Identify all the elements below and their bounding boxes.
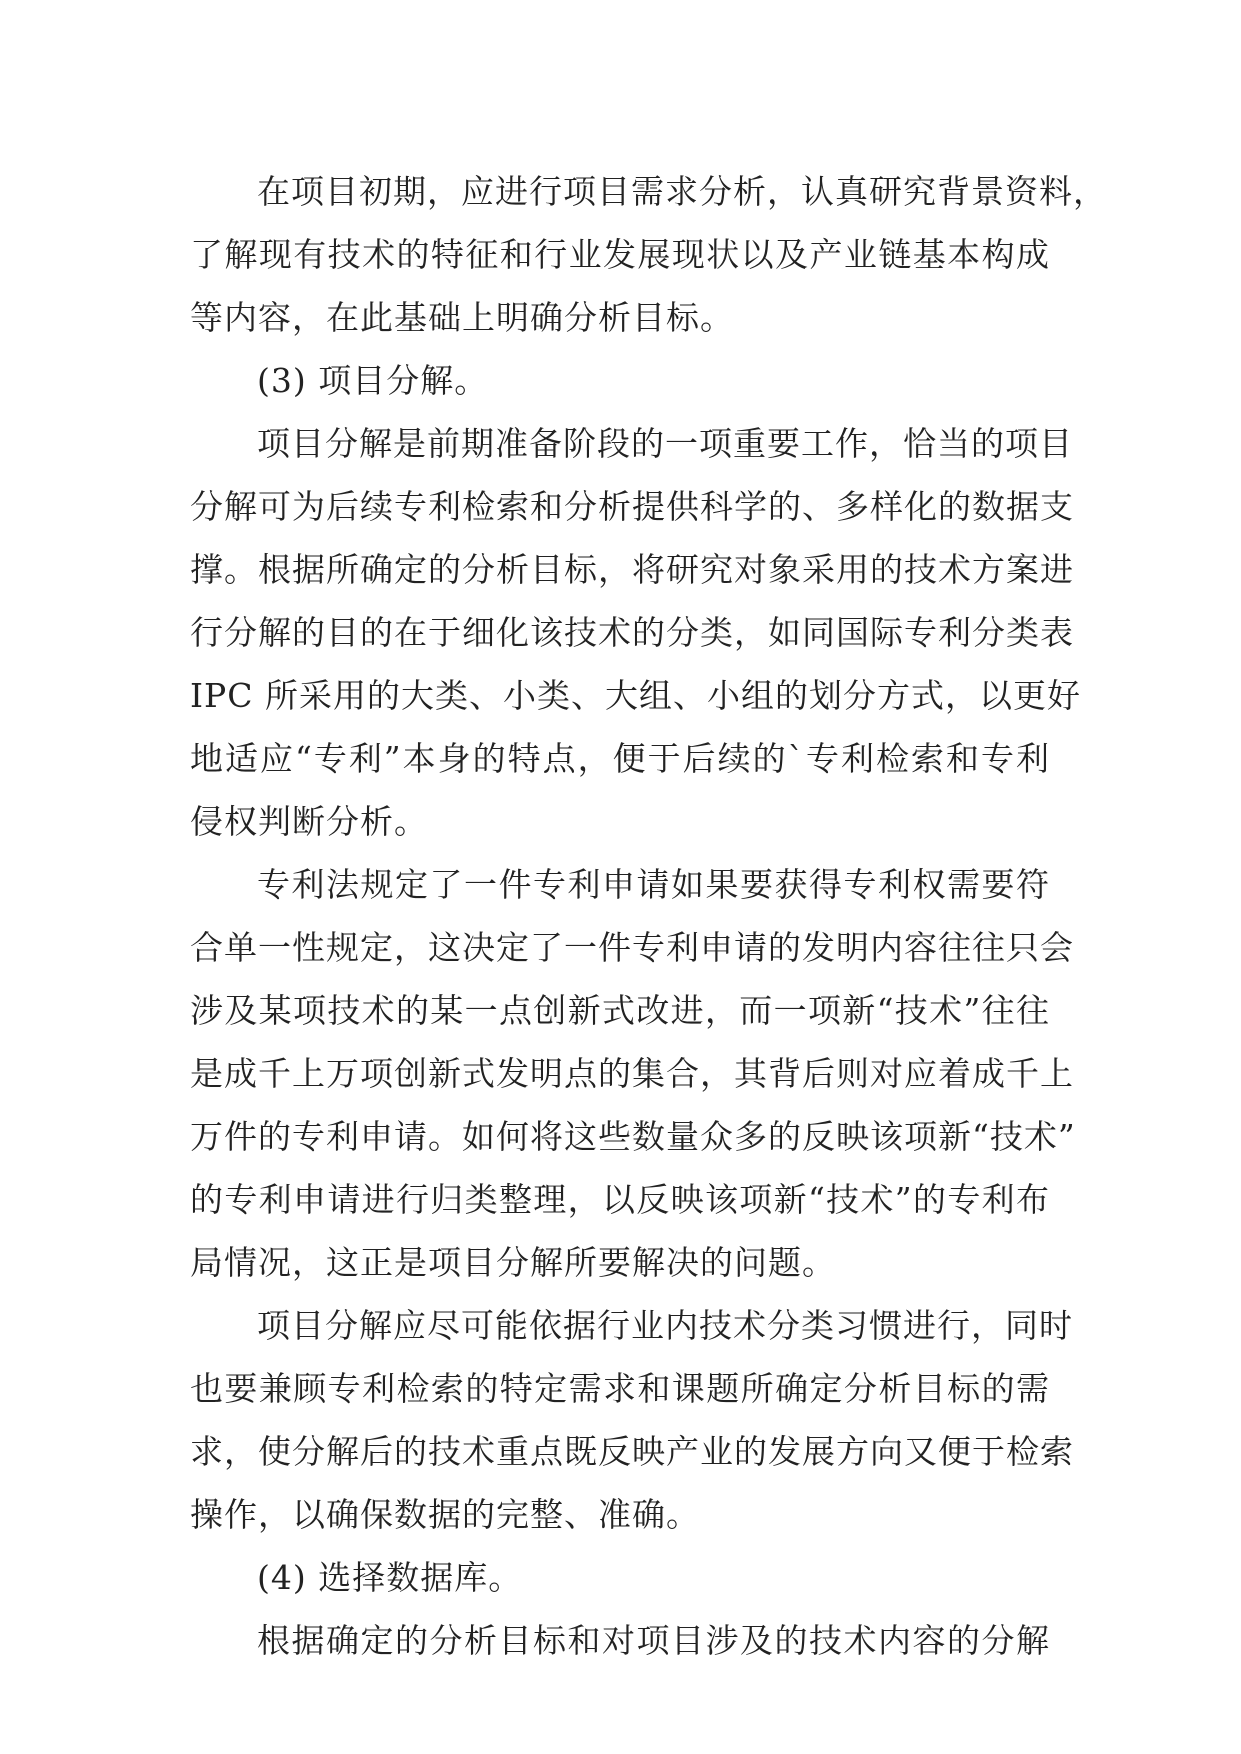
paragraph: [190, 1609, 1050, 1672]
paragraph: [190, 853, 1076, 1294]
text-line: 项目分解是前期准备阶段的一项重要工作，恰当的项目: [257, 424, 1073, 463]
text-line: 万件的专利申请。如何将这些数量众多的反映该项新“技术”: [190, 1117, 1076, 1156]
paragraph: [190, 1294, 1074, 1546]
text-line: 在项目初期，应进行项目需求分析，认真研究背景资料，: [257, 172, 1107, 211]
text-line: 等内容，在此基础上明确分析目标。: [190, 298, 734, 337]
paragraph: [190, 412, 1081, 853]
text-line: 专利法规定了一件专利申请如果要获得专利权需要符: [257, 865, 1050, 904]
text-line: IPC 所采用的大类、小类、大组、小组的划分方式，以更好: [190, 676, 1081, 715]
text-line: 的专利申请进行归类整理，以反映该项新“技术”的专利布: [190, 1180, 1050, 1219]
text-line: 局情况，这正是项目分解所要解决的问题。: [190, 1243, 836, 1282]
paragraph: [190, 160, 1107, 349]
heading-text: (3) 项目分解。: [257, 361, 489, 400]
text-line: 是成千上万项创新式发明点的集合，其背后则对应着成千上: [190, 1054, 1074, 1093]
section-heading: [190, 1546, 1050, 1609]
text-line: 分解可为后续专利检索和分析提供科学的、多样化的数据支: [190, 487, 1074, 526]
text-line: 涉及某项技术的某一点创新式改进，而一项新“技术”往往: [190, 991, 1050, 1030]
heading-text: (4) 选择数据库。: [257, 1558, 523, 1597]
text-line: 撑。根据所确定的分析目标，将研究对象采用的技术方案进: [190, 550, 1074, 589]
text-line: 操作，以确保数据的完整、准确。: [190, 1495, 700, 1534]
section-heading: [190, 349, 1050, 412]
text-line: 也要兼顾专利检索的特定需求和课题所确定分析目标的需: [190, 1369, 1050, 1408]
text-line: 根据确定的分析目标和对项目涉及的技术内容的分解: [257, 1621, 1050, 1660]
text-line: 项目分解应尽可能依据行业内技术分类习惯进行，同时: [257, 1306, 1073, 1345]
text-line: 行分解的目的在于细化该技术的分类，如同国际专利分类表: [190, 613, 1074, 652]
text-line: 求，使分解后的技术重点既反映产业的发展方向又便于检索: [190, 1432, 1074, 1471]
text-line: 侵权判断分析。: [190, 802, 428, 841]
text-line: 合单一性规定，这决定了一件专利申请的发明内容往往只会: [190, 928, 1074, 967]
text-line: 地适应“专利”本身的特点，便于后续的`专利检索和专利: [190, 739, 1050, 778]
document-body: [190, 160, 1107, 1672]
text-line: 了解现有技术的特征和行业发展现状以及产业链基本构成: [190, 235, 1050, 274]
